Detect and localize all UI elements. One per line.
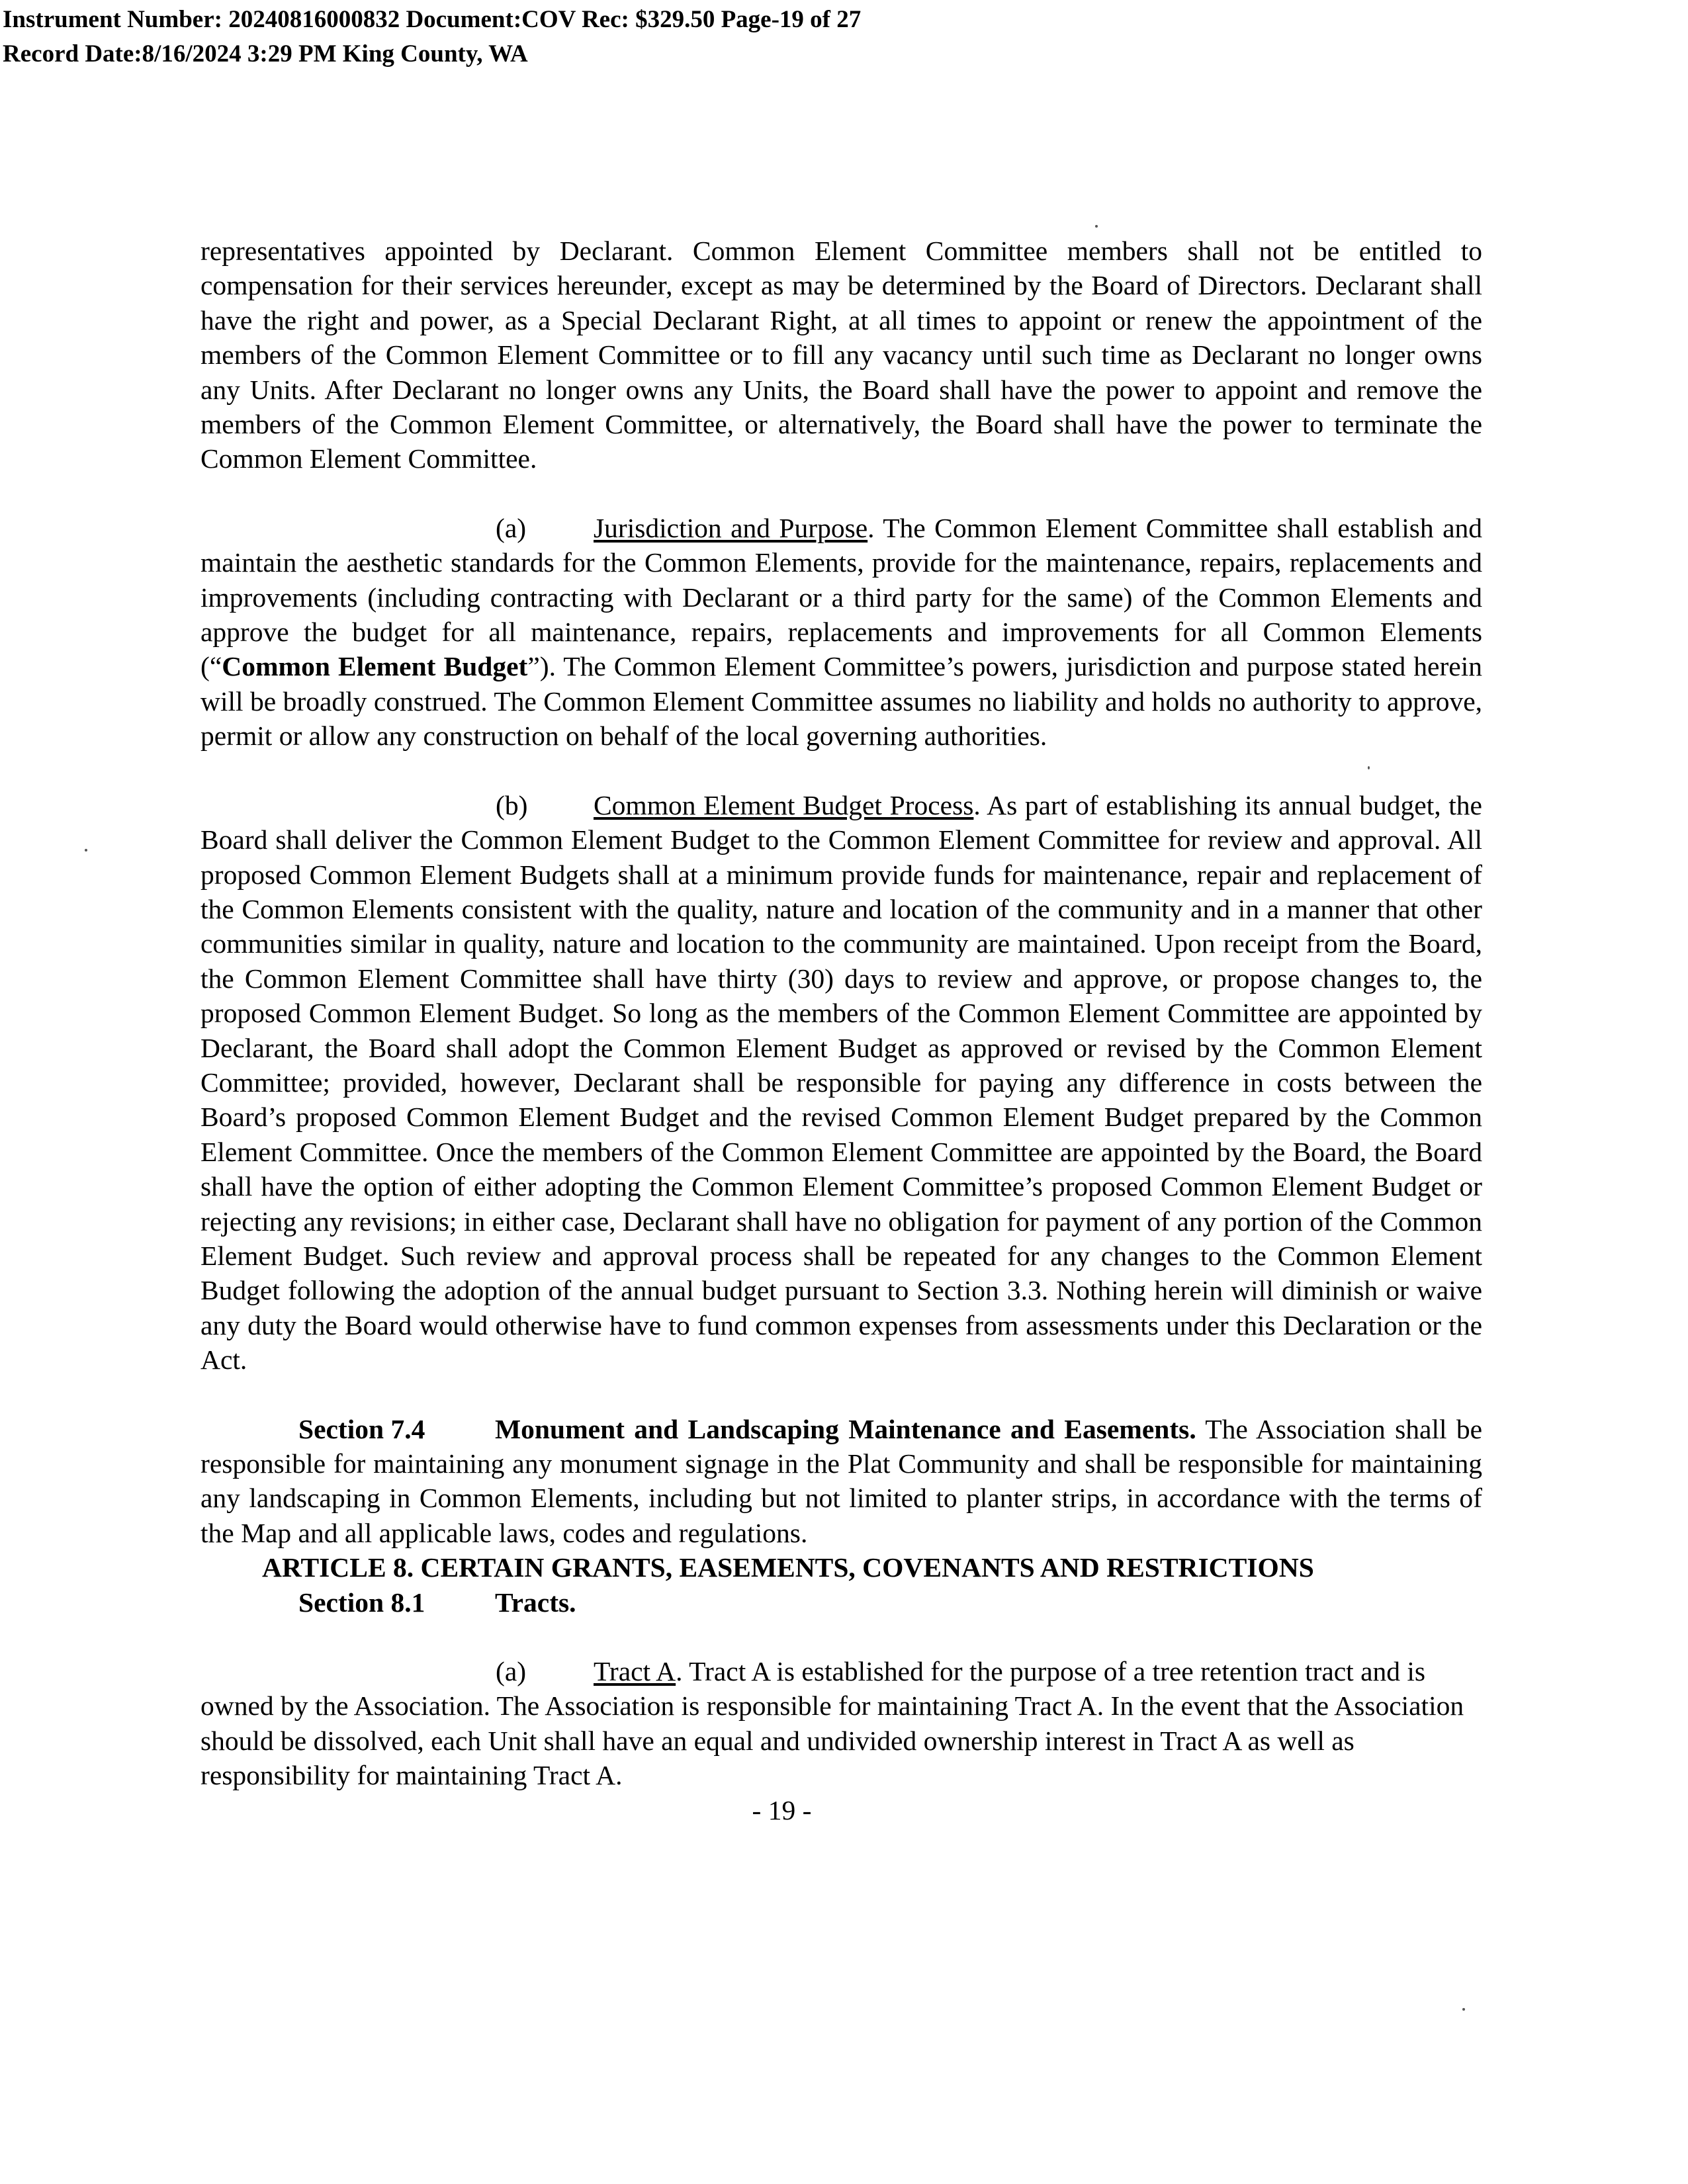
scan-speck bbox=[1462, 2008, 1465, 2011]
section-7-4-title: Monument and Landscaping Maintenance and Easements. bbox=[495, 1413, 1196, 1444]
section-7-4-text: The Association shall be responsible for maintaining any monument signage in the Plat Community and shall be responsible for maintaining any landscaping in Common Elements, including but not limited to planter strips, in accordance with the terms of the Map and all applicable laws, codes and regulations. bbox=[200, 1413, 1483, 1548]
paragraph-a-jurisdiction bbox=[200, 511, 1482, 754]
paragraph-a-label: (a) bbox=[496, 512, 527, 543]
section-8-1-heading bbox=[200, 1585, 1482, 1620]
paragraph-a-heading: Jurisdiction and Purpose bbox=[594, 512, 868, 543]
paragraph-b-text: . As part of establishing its annual budget, the Board shall deliver the Common Element Budget to the Common Element Committee for review and approval. All proposed Common Element Budgets shall at a minimum provide funds for maintenance, repair and replacement of the Common Elements consistent with the quality, nature and location of the community and in a manner that other communities similar in quality, nature and location to the community are maintained. Upon receipt from the Board, the Common Element Committee shall have thirty (30) days to review and approve, or propose changes to, the proposed Common Element Budget. So long as the members of the Common Element Committee are appointed by Declarant, the Board shall adopt the Common Element Budget as approved or revised by the Common Element Committee; provided, however, Declarant shall be responsible for paying any difference in costs between the Board’s proposed Common Element Budget and the revised Common Element Budget prepared by the Common Element Committee. Once the members of the Common Element Committee are appointed by the Board, the Board shall have the option of either adopting the Common Element Committee’s proposed Common Element Budget or rejecting any revisions; in either case, Declarant shall have no obligation for payment of any portion of the Common Element Budget. Such review and approval process shall be repeated for any changes to the Common Element Budget following the adoption of the annual budget pursuant to Section 3.3. Nothing herein will diminish or waive any duty the Board would otherwise have to fund common expenses from assessments under this Declaration or the Act. bbox=[200, 789, 1482, 1376]
paragraph-b-heading: Common Element Budget Process bbox=[594, 789, 974, 820]
recording-header-line-2: Record Date:8/16/2024 3:29 PM King County, WA bbox=[3, 40, 528, 67]
section-8-1-title: Tracts. bbox=[495, 1587, 576, 1618]
recording-header bbox=[3, 3, 861, 71]
tract-a-paragraph bbox=[200, 1654, 1482, 1793]
paragraph-a-text-after: ”). The Common Element Committee’s powers, jurisdiction and purpose stated herein will be broadly construed. The Common Element Committee assumes no liability and holds no authority to approve, permit or allow any construction on behalf of the local governing authorities. bbox=[200, 651, 1482, 752]
article-8-heading: ARTICLE 8. CERTAIN GRANTS, EASEMENTS, COVENANTS AND RESTRICTIONS bbox=[262, 1552, 1314, 1583]
document-body bbox=[200, 234, 1482, 1827]
recording-header-line-1: Instrument Number: 20240816000832 Document:COV Rec: $329.50 Page-19 of 27 bbox=[3, 6, 862, 33]
tract-a-label: (a) bbox=[496, 1656, 527, 1687]
page-number: - 19 - bbox=[752, 1794, 812, 1825]
scan-speck bbox=[85, 849, 87, 852]
tract-a-heading: Tract A bbox=[594, 1656, 676, 1687]
section-7-4 bbox=[200, 1412, 1482, 1551]
tract-a-text: . Tract A is established for the purpose of a tree retention tract and is owned by the Association. The Association is responsible for maintaining Tract A. In the event that the Association should be dissolved, each Unit shall have an equal and undivided ownership interest in Tract A as well as responsibility for maintaining Tract A. bbox=[200, 1656, 1464, 1791]
section-7-4-number: Section 7.4 bbox=[298, 1413, 425, 1444]
paragraph-b-budget-process bbox=[200, 788, 1482, 1377]
paragraph-b-label: (b) bbox=[496, 789, 528, 820]
paragraph-a-defined-term: Common Element Budget bbox=[222, 651, 528, 682]
intro-paragraph: representatives appointed by Declarant. Common Element Committee members shall not be entitled to compensation for their services hereunder, except as may be determined by the Board of Directors. Declarant shall have the right and power, as a Special Declarant Right, at all times to appoint or renew the appointment of the members of the Common Element Committee or to fill any vacancy until such time as Declarant no longer owns any Units. After Declarant no longer owns any Units, the Board shall have the power to appoint and remove the members of the Common Element Committee, or alternatively, the Board shall have the power to terminate the Common Element Committee. bbox=[200, 236, 1482, 474]
scan-speck bbox=[1368, 766, 1370, 769]
scan-speck bbox=[1095, 225, 1098, 228]
section-8-1-number: Section 8.1 bbox=[298, 1587, 425, 1618]
paragraph-a-text-before: . The Common Element Committee shall establish and maintain the aesthetic standards for the Common Elements, provide for the maintenance, repairs, replacements and improvements (including contracting with Declarant or a third party for the same) of the Common Elements and approve the budget for all maintenance, repairs, replacements and improvements for all Common Elements (“ bbox=[200, 512, 1482, 682]
